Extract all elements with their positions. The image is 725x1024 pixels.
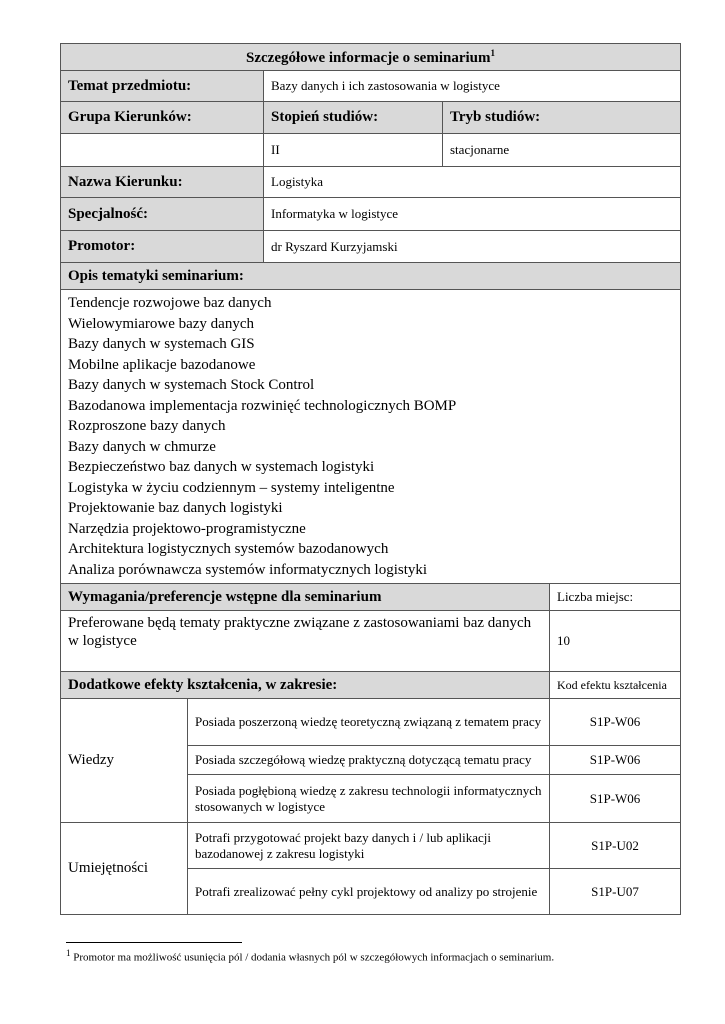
footnote [66, 948, 554, 964]
effect-text: Potrafi przygotować projekt bazy danych i / lub aplikacji bazodanowej z zakresu logistyki [188, 823, 550, 869]
topic-list [61, 290, 681, 584]
grupa-label: Grupa Kierunków: [61, 102, 264, 134]
effect-text: Posiada szczegółową wiedzę praktyczną dotyczącą tematu pracy [188, 746, 550, 775]
promotor-value: dr Ryszard Kurzyjamski [264, 231, 681, 263]
effect-code: S1P-W06 [550, 746, 681, 775]
footnote-mark: 1 [490, 47, 496, 58]
group-umiejetnosci: Umiejętności [61, 823, 188, 915]
effect-code: S1P-U07 [550, 869, 681, 915]
places-label: Liczba miejsc: [550, 584, 681, 611]
efekty-label: Dodatkowe efekty kształcenia, w zakresie: [61, 672, 550, 699]
effect-code: S1P-W06 [550, 699, 681, 746]
specjalnosc-value: Informatyka w logistyce [264, 198, 681, 231]
tryb-value: stacjonarne [443, 134, 681, 167]
footnote-separator [66, 942, 242, 943]
list-item: Bazy danych w systemach Stock Control [68, 377, 315, 393]
effect-text: Posiada poszerzoną wiedzę teoretyczną związaną z tematem pracy [188, 699, 550, 746]
footnote-number: 1 [66, 948, 71, 958]
list-item: Narzędzia projektowo-programistyczne [68, 520, 306, 537]
stopien-label: Stopień studiów: [264, 102, 443, 134]
opis-label: Opis tematyki seminarium: [61, 263, 681, 290]
list-item: Logistyka w życiu codziennym – systemy inteligentne [68, 479, 395, 496]
tryb-label: Tryb studiów: [443, 102, 681, 134]
list-item: Analiza porównawcza systemów informatycznych logistyki [68, 561, 428, 578]
effect-text: Potrafi zrealizować pełny cykl projektowy od analizy po strojenie [188, 869, 550, 915]
seminar-details-table [60, 43, 681, 915]
list-item: Tendencje rozwojowe baz danych [68, 295, 272, 311]
grupa-value [61, 134, 264, 167]
list-item: Bezpieczeństwo baz danych w systemach logistyki [68, 459, 375, 475]
list-item: Mobilne aplikacje bazodanowe [68, 356, 256, 373]
temat-value: Bazy danych i ich zastosowania w logistyce [264, 71, 681, 102]
places-value: 10 [550, 611, 681, 672]
list-item: Projektowanie baz danych logistyki [68, 500, 283, 516]
effect-text: Posiada pogłębioną wiedzę z zakresu technologii informatycznych stosowanych w logistyce [188, 775, 550, 823]
list-item: Bazy danych w systemach GIS [68, 336, 255, 352]
table-title [61, 44, 681, 71]
temat-label: Temat przedmiotu: [61, 71, 264, 102]
wymagania-text: Preferowane będą tematy praktyczne związane z zastosowaniami baz danych w logistyce [61, 611, 550, 672]
footnote-text: Promotor ma możliwość usunięcia pól / dodania własnych pól w szczegółowych informacjach o seminarium. [73, 951, 555, 964]
promotor-label: Promotor: [61, 231, 264, 263]
group-wiedzy: Wiedzy [61, 699, 188, 823]
specjalnosc-label: Specjalność: [61, 198, 264, 231]
effect-code: S1P-U02 [550, 823, 681, 869]
wymagania-label: Wymagania/preferencje wstępne dla seminarium [61, 584, 550, 611]
effect-code: S1P-W06 [550, 775, 681, 823]
list-item: Rozproszone bazy danych [68, 418, 226, 434]
kierunek-label: Nazwa Kierunku: [61, 167, 264, 198]
list-item: Bazy danych w chmurze [68, 438, 216, 455]
list-item: Bazodanowa implementacja rozwinięć technologicznych BOMP [68, 397, 457, 414]
kierunek-value: Logistyka [264, 167, 681, 198]
code-label: Kod efektu kształcenia [550, 672, 681, 699]
table-title-text: Szczegółowe informacje o seminarium [246, 49, 491, 66]
list-item: Architektura logistycznych systemów bazodanowych [68, 541, 389, 557]
list-item: Wielowymiarowe bazy danych [68, 315, 254, 332]
stopien-value: II [264, 134, 443, 167]
